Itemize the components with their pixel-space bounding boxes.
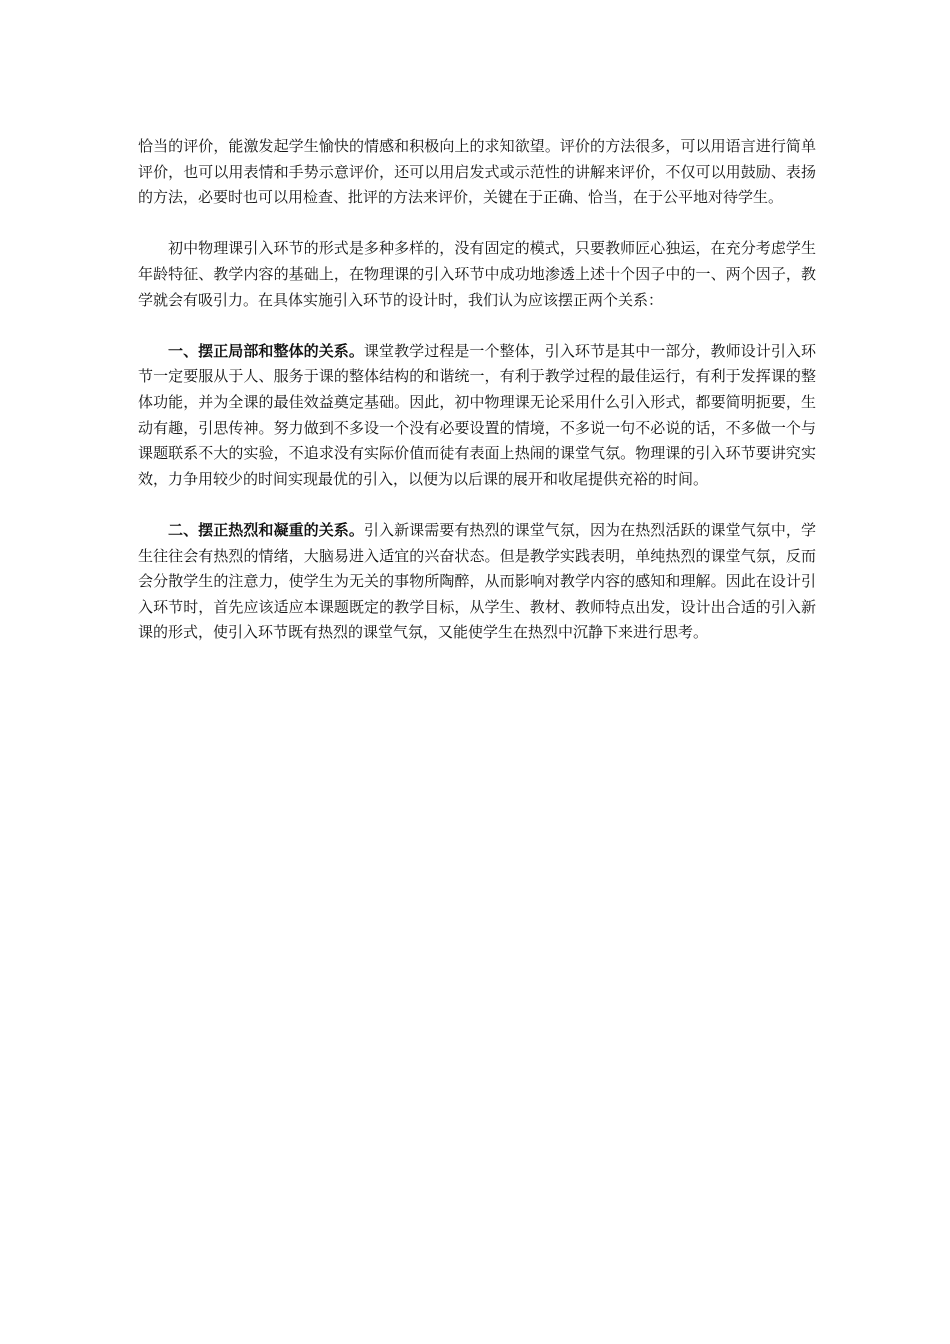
paragraph-heading: 一、摆正局部和整体的关系。 [168,341,364,360]
paragraph-text: 初中物理课引入环节的形式是多种多样的，没有固定的模式，只要教师匠心独运，在充分考虑学生年龄特征、教学内容的基础上，在物理课的引入环节中成功地渗透上述十个因子中的一、两个因子，教学就会有吸引力。在具体实施引入环节的设计时，我们认为应该摆正两个关系： [138,239,816,309]
paragraph-evaluation [138,134,816,211]
paragraph-text: 引入新课需要有热烈的课堂气氛，因为在热烈活跃的课堂气氛中，学生往往会有热烈的情绪，大脑易进入适宜的兴奋状态。但是教学实践表明，单纯热烈的课堂气氛，反而会分散学生的注意力，使学生为无关的事物所陶醉，从而影响对教学内容的感知和理解。因此在设计引入环节时，首先应该适应本课题既定的教学目标，从学生、教材、教师特点出发，设计出合适的引入新课的形式，使引入环节既有热烈的课堂气氛，又能使学生在热烈中沉静下来进行思考。 [138,520,816,642]
paragraph-intro-forms [138,236,816,313]
paragraph-local-whole [138,339,816,493]
paragraph-text: 恰当的评价，能激发起学生愉快的情感和积极向上的求知欲望。评价的方法很多，可以用语言进行简单评价，也可以用表情和手势示意评价，还可以用启发式或示范性的讲解来评价，不仅可以用鼓励、表扬的方法，必要时也可以用检查、批评的方法来评价，关键在于正确、恰当，在于公平地对待学生。 [138,137,816,207]
paragraph-text: 课堂教学过程是一个整体，引入环节是其中一部分，教师设计引入环节一定要服从于人、服务于课的整体结构的和谐统一，有利于教学过程的最佳运行，有利于发挥课的整体功能，并为全课的最佳效益奠定基础。因此，初中物理课无论采用什么引入形式，都要简明扼要，生动有趣，引思传神。努力做到不多设一个没有必要设置的情境，不多说一句不必说的话，不多做一个与课题联系不大的实验，不追求没有实际价值而徒有表面上热闹的课堂气氛。物理课的引入环节要讲究实效，力争用较少的时间实现最优的引入，以便为以后课的展开和收尾提供充裕的时间。 [138,341,816,488]
paragraph-heading: 二、摆正热烈和凝重的关系。 [168,520,364,539]
document-body [138,134,816,671]
paragraph-lively-serious [138,518,816,646]
